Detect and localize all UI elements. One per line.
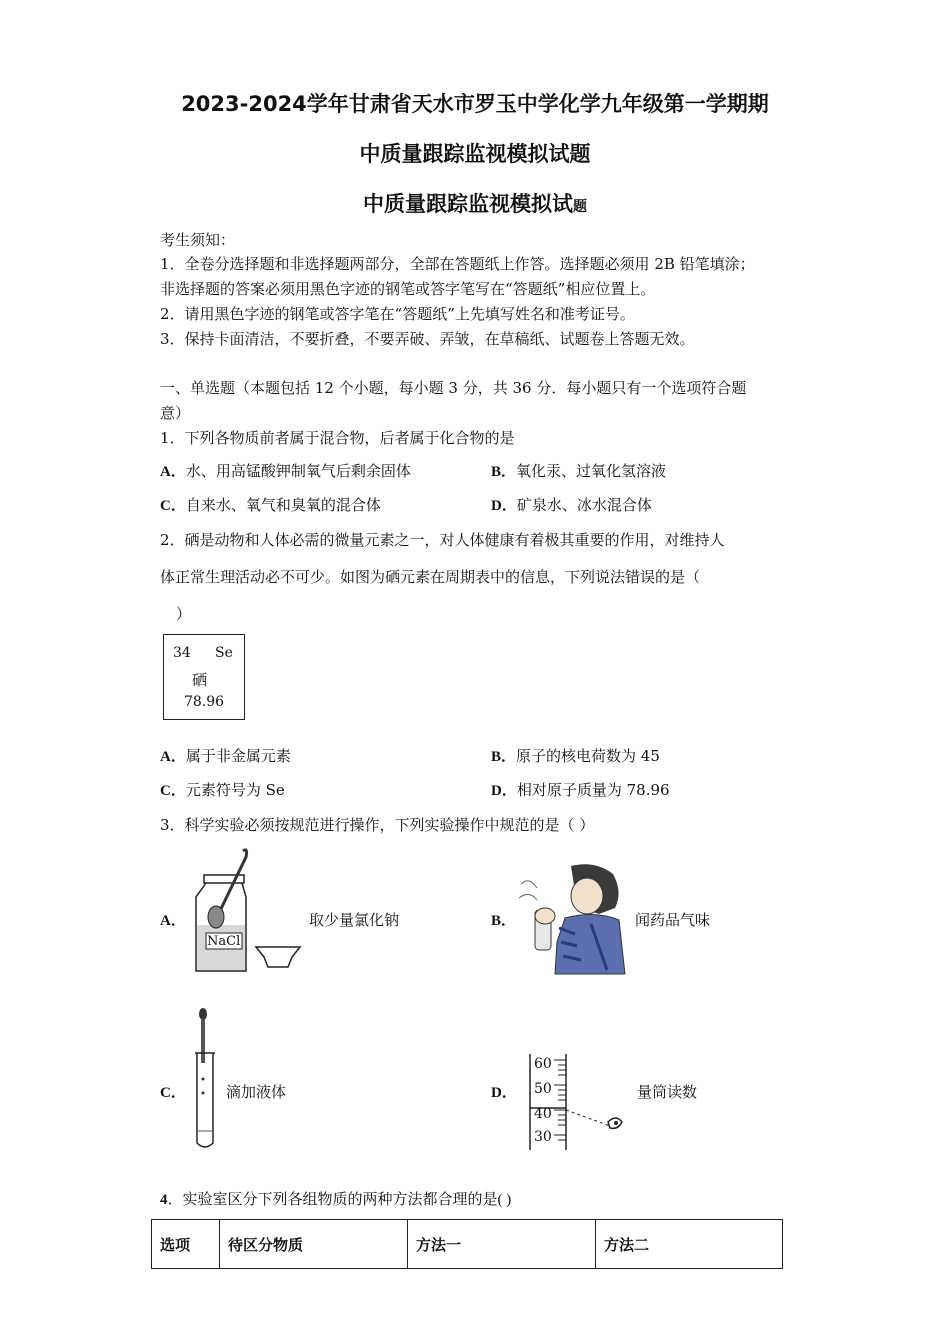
cylinder-tick-60: 60 — [534, 1056, 552, 1072]
q1-option-d: D．矿泉水、冰水混合体 — [491, 496, 652, 514]
notice-item-1b: 非选择题的答案必须用黑色字迹的钢笔或答字笔写在“答题纸”相应位置上。 — [160, 280, 656, 298]
q2-option-a: A．属于非金属元素 — [160, 747, 291, 765]
cylinder-tick-30: 30 — [534, 1129, 552, 1145]
q3-option-c-label: C． — [160, 1085, 186, 1101]
q2-option-b: B．原子的核电荷数为 45 — [491, 747, 660, 765]
doc-title-line3 — [0, 188, 950, 218]
notice-item-2: 2．请用黑色字迹的钢笔或答字笔在“答题纸”上先填写姓名和准考证号。 — [160, 305, 635, 323]
notice-heading: 考生须知： — [160, 231, 236, 249]
q3-option-d-label: D． — [491, 1085, 517, 1101]
section1-heading-b: 意） — [160, 404, 191, 422]
element-atomic-mass: 78.96 — [184, 694, 225, 710]
q4-header-option: 选项 — [152, 1220, 220, 1269]
reagent-bottle-spoon-illustration — [188, 845, 308, 977]
q3-option-b-text: 闻药品气味 — [635, 911, 711, 929]
doc-title-line2: 中质量跟踪监视模拟试题 — [359, 142, 591, 166]
q3-option-a-text: 取少量氯化钠 — [309, 911, 400, 929]
q4-stem: 4．实验室区分下列各组物质的两种方法都合理的是( ) — [160, 1192, 512, 1208]
q3-stem: 3．科学实验必须按规范进行操作，下列实验操作中规范的是（ ） — [160, 816, 595, 834]
q4-table — [151, 1219, 783, 1269]
q2-stem-b: 体正常生理活动必不可少。如图为硒元素在周期表中的信息，下列说法错误的是（ — [160, 568, 701, 586]
cylinder-tick-50: 50 — [534, 1081, 552, 1097]
notice-item-3: 3．保持卡面清洁，不要折叠，不要弄破、弄皱，在草稿纸、试题卷上答题无效。 — [160, 330, 695, 348]
doc-title-line3-small: 题 — [573, 199, 587, 215]
q2-stem-c: ） — [176, 605, 192, 623]
q3-option-c-text: 滴加液体 — [226, 1083, 287, 1101]
q4-table-header-row — [152, 1220, 783, 1269]
q2-stem-a: 2．硒是动物和人体必需的微量元素之一，对人体健康有着极其重要的作用，对维持人 — [160, 531, 725, 549]
element-name: 硒 — [192, 671, 208, 689]
q2-option-d: D．相对原子质量为 78.96 — [491, 781, 670, 799]
q3-option-d-text: 量筒读数 — [637, 1083, 698, 1101]
q1-stem: 1．下列各物质前者属于混合物，后者属于化合物的是 — [160, 429, 515, 447]
nacl-bottle-label: NaCl — [207, 934, 241, 949]
doc-title-line1: 2023-2024学年甘肃省天水市罗玉中学化学九年级第一学期期 — [181, 92, 769, 116]
q3-option-b-label: B． — [491, 913, 517, 929]
q2-option-c: C．元素符号为 Se — [160, 781, 285, 799]
q1-option-b: B．氧化汞、过氧化氢溶液 — [491, 462, 667, 480]
element-card-selenium — [163, 634, 245, 720]
doc-title-line3-main: 中质量跟踪监视模拟试 — [363, 192, 573, 216]
q3-option-a-label: A． — [160, 913, 186, 929]
q1-option-a: A．水、用高锰酸钾制氧气后剩余固体 — [160, 462, 411, 480]
element-symbol: Se — [215, 645, 233, 661]
q1-option-c: C．自来水、氧气和臭氧的混合体 — [160, 496, 381, 514]
notice-item-1a: 1．全卷分选择题和非选择题两部分，全部在答题纸上作答。选择题必须用 2B 铅笔填涂； — [160, 255, 755, 273]
cylinder-tick-40: 40 — [534, 1106, 552, 1122]
smelling-chemical-illustration — [515, 858, 627, 976]
q4-header-substances: 待区分物质 — [220, 1220, 408, 1269]
dropper-test-tube-illustration — [192, 1005, 222, 1153]
q4-header-method-1: 方法一 — [408, 1220, 596, 1269]
q4-header-method-2: 方法二 — [596, 1220, 783, 1269]
element-atomic-number: 34 — [173, 645, 191, 661]
section1-heading-a: 一、单选题（本题包括 12 个小题，每小题 3 分，共 36 分．每小题只有一个选项符合题 — [160, 379, 747, 397]
